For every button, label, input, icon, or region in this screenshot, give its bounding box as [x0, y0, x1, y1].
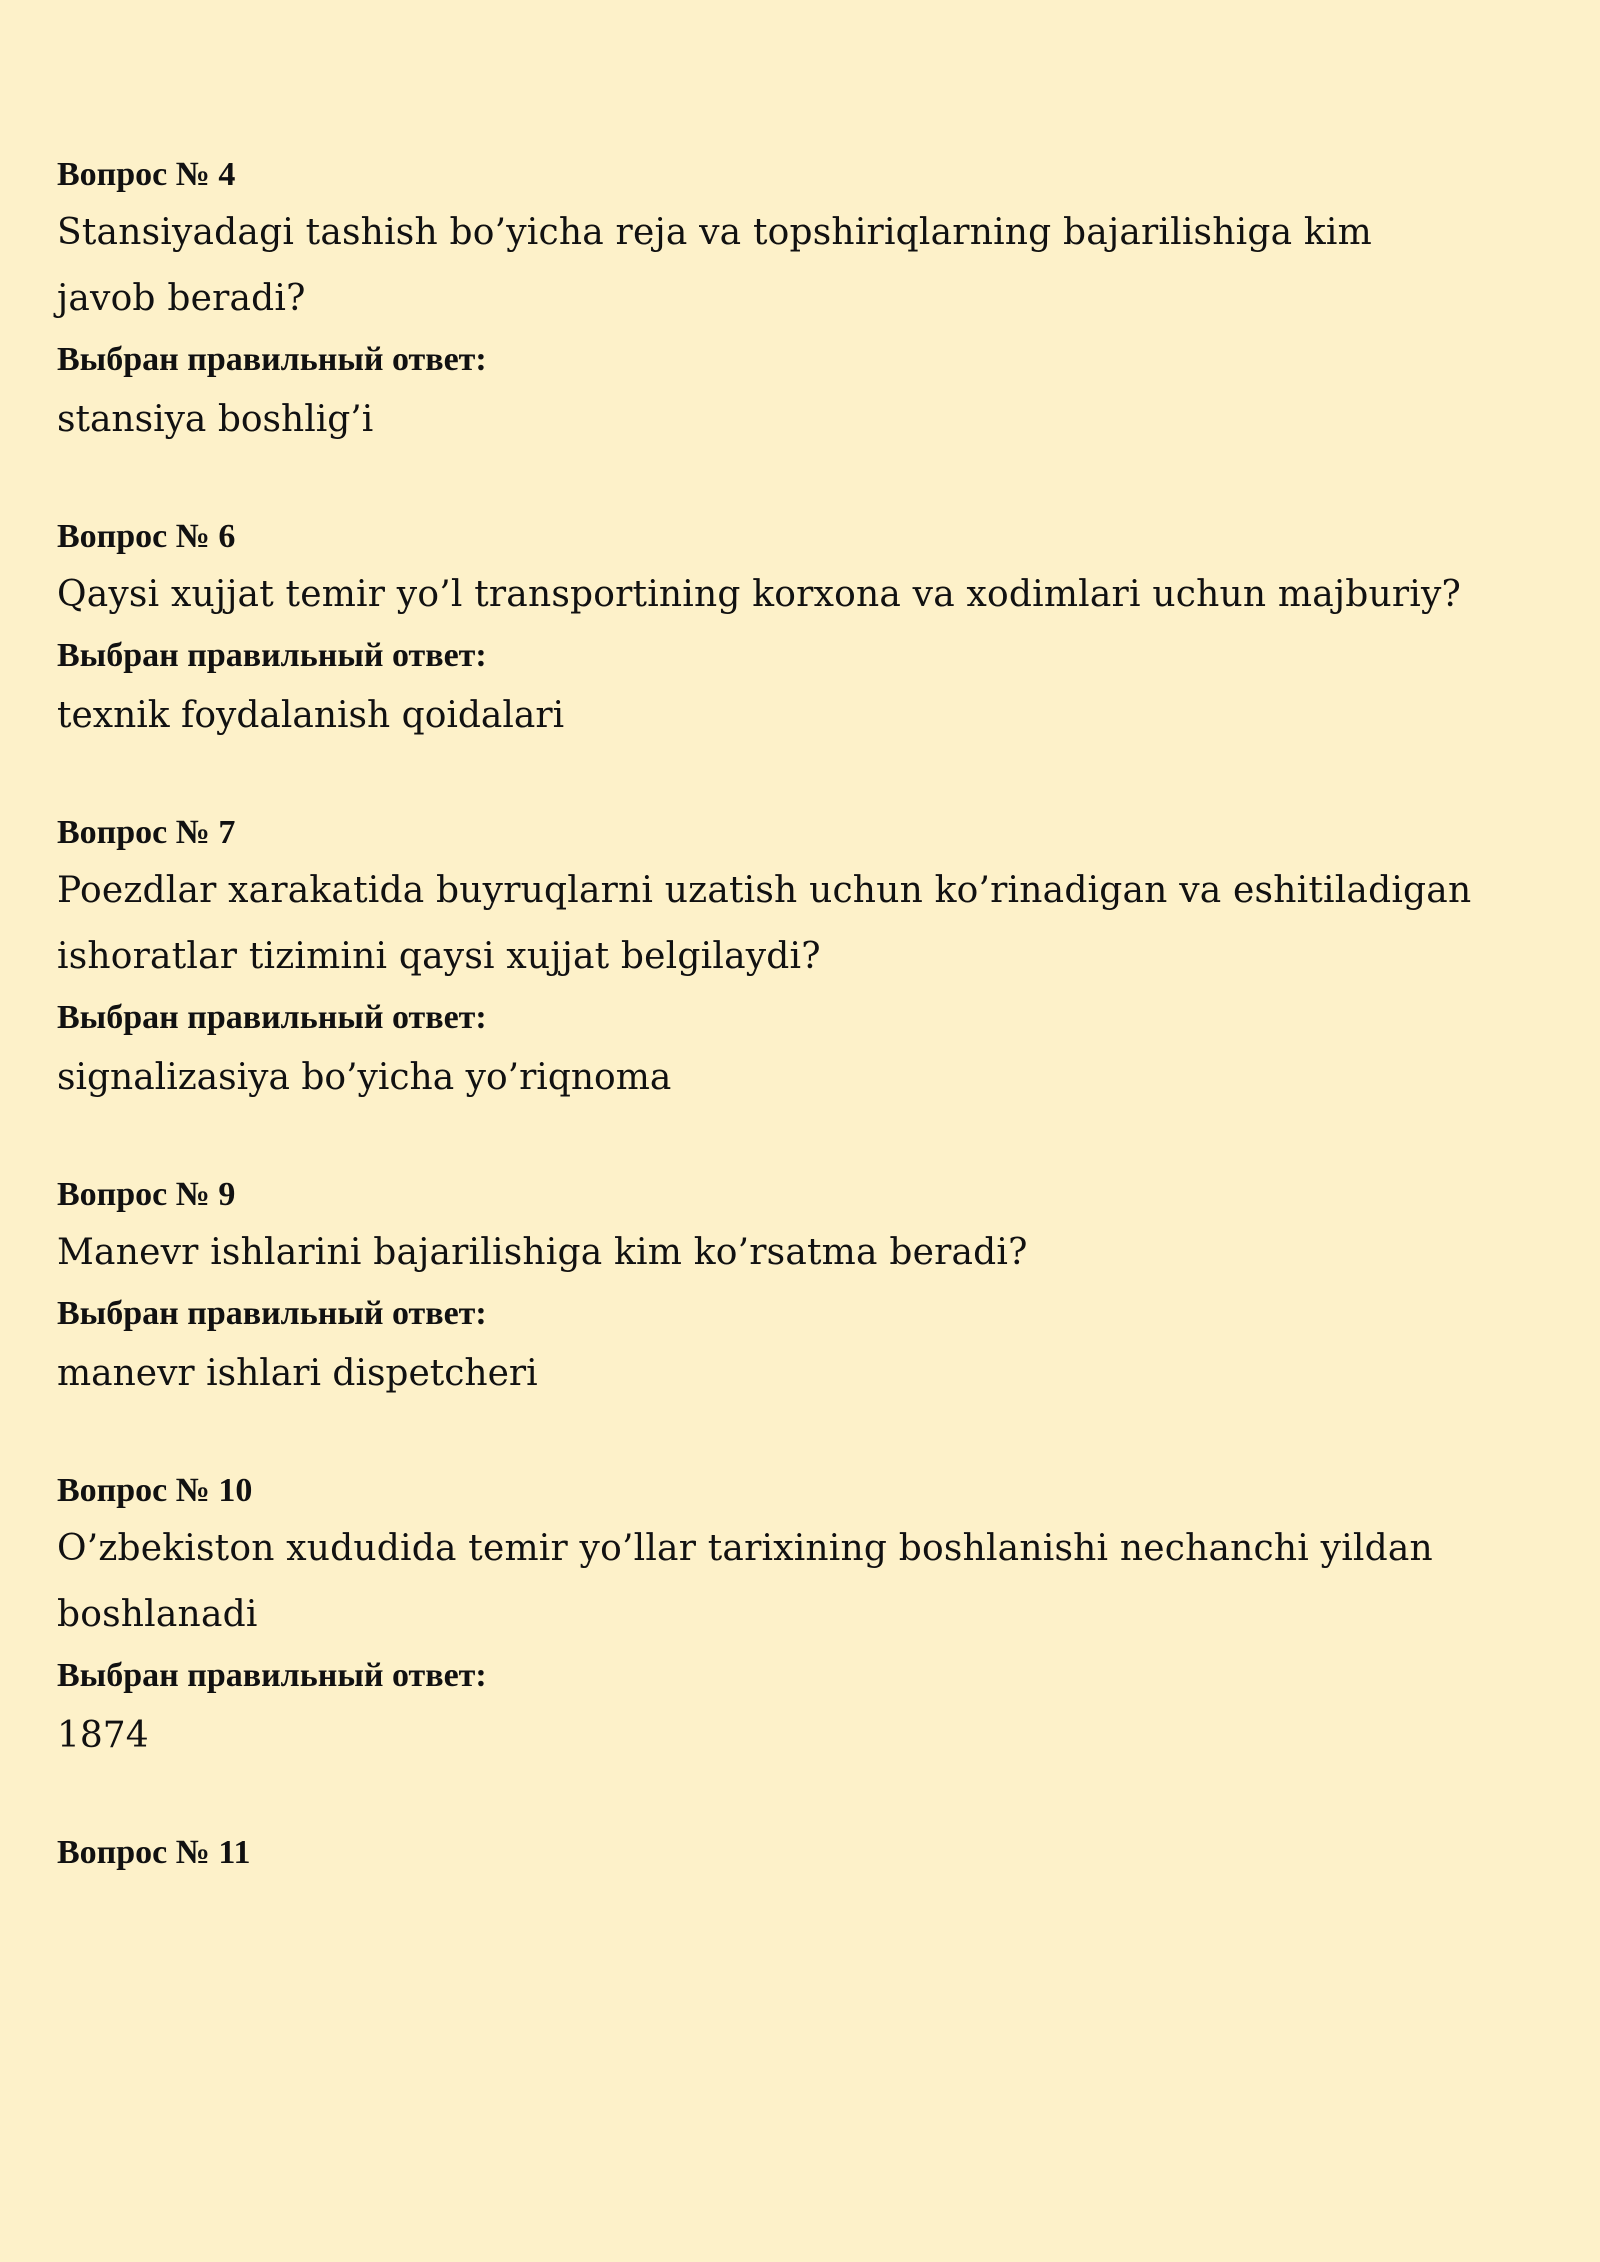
answer-label: Выбран правильный ответ:	[57, 1657, 487, 1694]
document-page	[57, 150, 1477, 1938]
question-heading: Вопрос № 4	[57, 156, 236, 193]
answer-text: texnik foydalanish qoidalari	[57, 695, 565, 736]
question-block	[57, 1828, 1477, 1878]
question-text: Poezdlar xarakatida buyruqlarni uzatish uchun ko’rinadigan va eshitiladigan ishoratlar tizimini qaysi xujjat belgilaydi?	[57, 870, 1472, 977]
question-heading: Вопрос № 11	[57, 1834, 251, 1871]
question-heading: Вопрос № 7	[57, 814, 236, 851]
question-text: O’zbekiston xududida temir yo’llar tarixining boshlanishi nechanchi yildan boshlanadi	[57, 1528, 1433, 1635]
question-block	[57, 1170, 1477, 1406]
question-block	[57, 512, 1477, 748]
answer-text: manevr ishlari dispetcheri	[57, 1353, 538, 1394]
question-heading: Вопрос № 9	[57, 1176, 236, 1213]
question-text: Manevr ishlarini bajarilishiga kim ko’rsatma beradi?	[57, 1232, 1028, 1273]
question-block	[57, 150, 1477, 452]
question-block	[57, 1466, 1477, 1768]
answer-text: signalizasiya bo’yicha yo’riqnoma	[57, 1057, 672, 1098]
question-text: Stansiyadagi tashish bo’yicha reja va topshiriqlarning bajarilishiga kim javob beradi?	[57, 212, 1372, 319]
question-block	[57, 808, 1477, 1110]
answer-text: 1874	[57, 1715, 149, 1756]
answer-text: stansiya boshlig’i	[57, 399, 374, 440]
answer-label: Выбран правильный ответ:	[57, 637, 487, 674]
answer-label: Выбран правильный ответ:	[57, 341, 487, 378]
answer-label: Выбран правильный ответ:	[57, 999, 487, 1036]
question-text: Qaysi xujjat temir yo’l transportining korxona va xodimlari uchun majburiy?	[57, 574, 1462, 615]
question-heading: Вопрос № 6	[57, 518, 236, 555]
answer-label: Выбран правильный ответ:	[57, 1295, 487, 1332]
question-heading: Вопрос № 10	[57, 1472, 253, 1509]
